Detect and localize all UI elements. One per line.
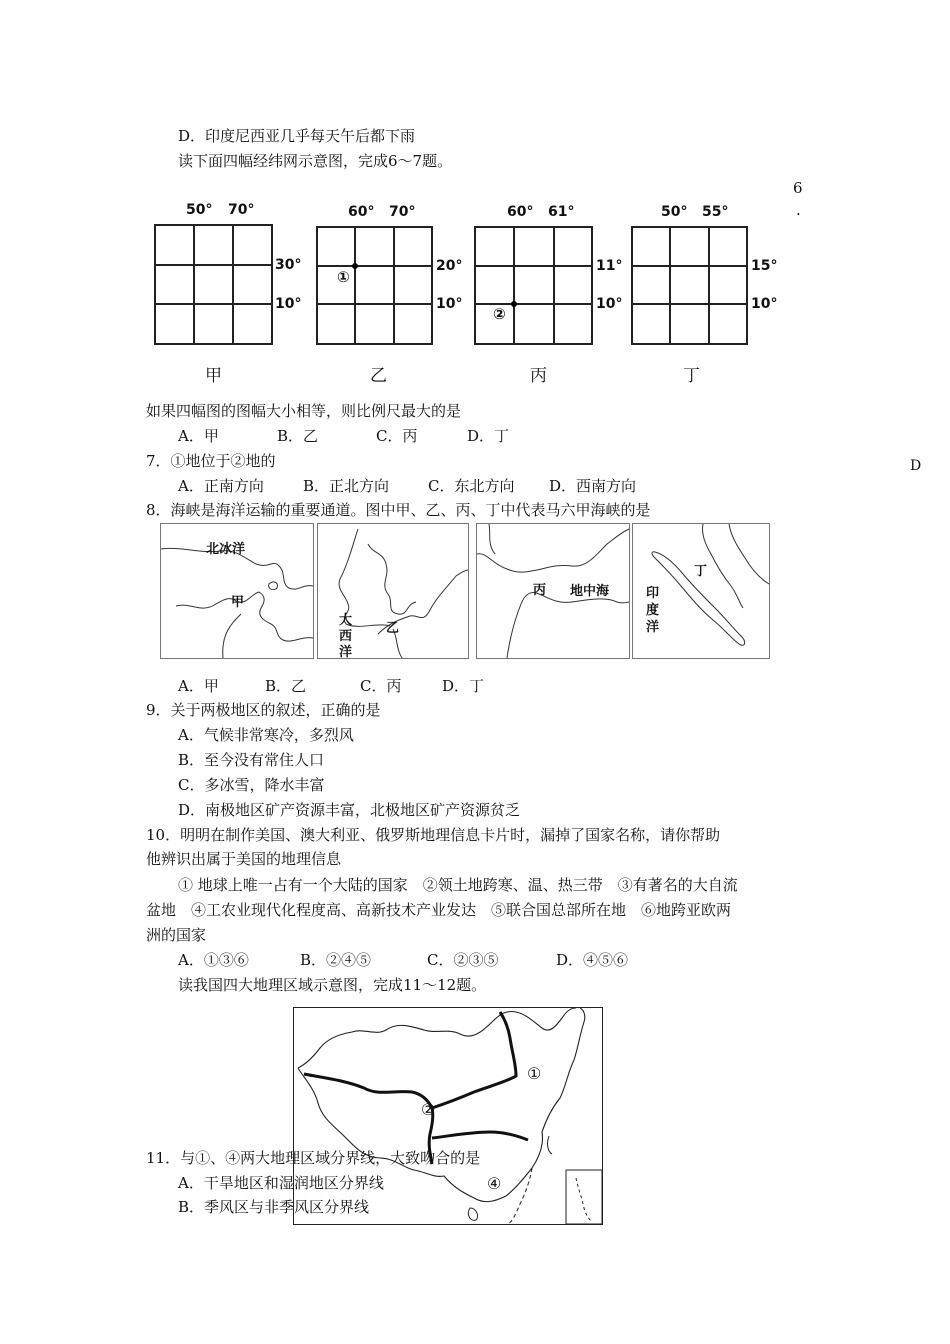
q10-option-a[interactable]: A．①③⑥ (178, 951, 249, 969)
strait-map-ding-label: 丁 (694, 564, 708, 579)
grid-jia-lat2: 10° (275, 296, 302, 312)
grid-ding-lines (631, 226, 749, 346)
q7-option-c[interactable]: C．东北方向 (428, 477, 515, 495)
q6-option-c[interactable]: C．丙 (376, 427, 418, 445)
grid-bing-caption: 丙 (530, 366, 547, 386)
q10-stem-line2: 他辨识出属于美国的地理信息 (146, 850, 342, 868)
q6-option-d[interactable]: D．丁 (467, 427, 510, 445)
side-mark-6: 6 (793, 179, 803, 197)
q9-option-a[interactable]: A．气候非常寒冷，多烈风 (178, 726, 354, 744)
china-map-label-4: ④ (487, 1174, 502, 1193)
grid-yi-lat2: 10° (436, 296, 463, 312)
strait-map-yi-label: 乙 (386, 621, 400, 636)
q7-option-b[interactable]: B．正北方向 (303, 477, 390, 495)
grid-bing-point: ② (493, 305, 506, 323)
grid-yi-lon2: 70° (389, 204, 416, 220)
q8-option-a[interactable]: A．甲 (178, 677, 219, 695)
q9-option-c[interactable]: C．多冰雪，降水丰富 (178, 776, 325, 794)
grid-jia-lat1: 30° (275, 257, 302, 273)
q10-stem-line1: 10．明明在制作美国、澳大利亚、俄罗斯地理信息卡片时，漏掉了国家名称，请你帮助 (146, 826, 721, 844)
china-map-label-2: ② (421, 1100, 436, 1119)
q9-option-d[interactable]: D．南极地区矿产资源丰富，北极地区矿产资源贫乏 (178, 801, 521, 819)
q11-stem: 11．与①、④两大地理区域分界线，大致吻合的是 (146, 1149, 481, 1167)
q10-info-line2: 盆地 ④工农业现代化程度高、高新技术产业发达 ⑤联合国总部所在地 ⑥地跨亚欧两 (146, 901, 732, 919)
q7-option-a[interactable]: A．正南方向 (178, 477, 264, 495)
grid-ding-lon2: 55° (702, 204, 729, 220)
grid-yi-point: ① (337, 268, 350, 286)
grid-bing-lon2: 61° (548, 204, 575, 220)
strait-map-yi-ocean1: 大 (339, 613, 353, 628)
strait-map-jia-ocean: 北冰洋 (206, 542, 246, 557)
strait-map-yi-ocean3: 洋 (339, 645, 353, 660)
strait-map-ding (632, 523, 770, 659)
grid-bing-lines (474, 226, 594, 346)
strait-map-bing (476, 523, 630, 659)
q10-option-d[interactable]: D．④⑤⑥ (556, 951, 629, 969)
strait-map-yi (317, 523, 469, 659)
grid-yi-lat1: 20° (436, 258, 463, 274)
q10-info-line3: 洲的国家 (146, 926, 207, 944)
grid-bing-lon1: 60° (507, 204, 534, 220)
q10-info-line1: ① 地球上唯一占有一个大陆的国家 ②领土地跨寒、温、热三带 ③有著名的大自流 (178, 876, 738, 894)
q9-stem: 9．关于两极地区的叙述，正确的是 (146, 701, 381, 719)
q10-option-b[interactable]: B．②④⑤ (300, 951, 372, 969)
grid-yi-lon1: 60° (348, 204, 375, 220)
q8-stem: 8．海峡是海洋运输的重要通道。图中甲、乙、丙、丁中代表马六甲海峡的是 (146, 501, 651, 519)
grid-bing-lat1: 11° (596, 258, 623, 274)
grid-yi-lines (316, 226, 434, 346)
q7-option-d[interactable]: D．西南方向 (549, 477, 637, 495)
q7-stem: 7．①地位于②地的 (146, 452, 276, 470)
strait-map-ding-ocean2: 度 (646, 603, 660, 618)
q6-stem: 如果四幅图的图幅大小相等，则比例尺最大的是 (146, 402, 462, 420)
q8-option-c[interactable]: C．丙 (360, 677, 402, 695)
china-map-label-1: ① (527, 1064, 542, 1083)
intro-6-7: 读下面四幅经纬网示意图，完成6～7题。 (178, 152, 453, 170)
grid-jia-lon2: 70° (228, 202, 255, 218)
side-mark-d: D (910, 458, 922, 474)
q8-option-d[interactable]: D．丁 (442, 677, 485, 695)
grid-yi-caption: 乙 (370, 366, 387, 386)
strait-map-bing-sea: 地中海 (570, 584, 610, 599)
q5-option-d: D．印度尼西亚几乎每天午后都下雨 (178, 127, 416, 145)
q6-option-b[interactable]: B．乙 (277, 427, 319, 445)
grid-jia-caption: 甲 (205, 366, 222, 386)
q6-option-a[interactable]: A．甲 (178, 427, 219, 445)
strait-map-jia-label: 甲 (231, 595, 245, 610)
intro-11-12: 读我国四大地理区域示意图，完成11～12题。 (178, 976, 487, 994)
q10-option-c[interactable]: C．②③⑤ (427, 951, 499, 969)
grid-jia-lines (154, 224, 274, 346)
q8-option-b[interactable]: B．乙 (265, 677, 307, 695)
grid-ding-lat1: 15° (751, 258, 778, 274)
q9-option-b[interactable]: B．至今没有常住人口 (178, 751, 325, 769)
q11-option-b[interactable]: B．季风区与非季风区分界线 (178, 1198, 370, 1216)
grid-jia-lon1: 50° (186, 202, 213, 218)
grid-ding-lon1: 50° (661, 204, 688, 220)
q11-option-a[interactable]: A．干旱地区和湿润地区分界线 (178, 1174, 384, 1192)
strait-map-yi-ocean2: 西 (339, 629, 353, 644)
strait-map-jia (160, 523, 314, 659)
strait-map-bing-label: 丙 (533, 583, 547, 598)
strait-map-ding-ocean1: 印 (646, 586, 660, 601)
strait-map-ding-ocean3: 洋 (646, 620, 660, 635)
grid-bing-lat2: 10° (596, 296, 623, 312)
grid-ding-lat2: 10° (751, 296, 778, 312)
side-mark-dot: . (796, 201, 801, 219)
grid-ding-caption: 丁 (683, 366, 700, 386)
